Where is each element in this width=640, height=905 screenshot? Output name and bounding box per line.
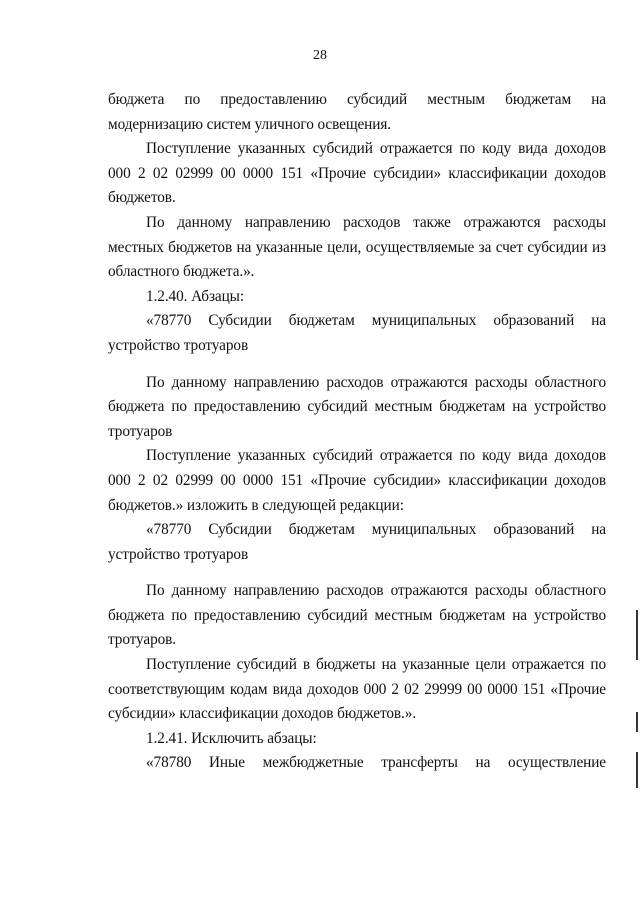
scan-edge-mark [636, 752, 638, 788]
paragraph-12: «78780 Иные межбюджетные трансферты на осуществление [146, 754, 606, 772]
paragraph-1: бюджета по предоставлению субсидий местным бюджетам на модернизацию систем уличного освещения. [108, 91, 606, 133]
paragraph-4: 1.2.40. Абзацы: [146, 287, 244, 305]
paragraph-8: «78770 Субсидии бюджетам муниципальных образований на устройство тротуаров [108, 521, 606, 563]
paragraph-9: По данному направлению расходов отражаются расходы областного бюджета по предоставлению субсидий местным бюджетам на устройство тротуаров. [108, 582, 606, 649]
paragraph-6: По данному направлению расходов отражаются расходы областного бюджета по предоставлению субсидий местным бюджетам на устройство тротуаров [108, 373, 606, 440]
paragraph-10: Поступление субсидий в бюджеты на указанные цели отражается по соответствующим кодам вида доходов 000 2 02 29999 00 0000 151 «Прочие субсидии» классификации доходов бюджетов.». [108, 656, 606, 723]
scan-edge-mark [636, 610, 638, 660]
paragraph-11: 1.2.41. Исключить абзацы: [146, 729, 317, 747]
scan-edge-mark [636, 712, 638, 732]
document-body [108, 88, 606, 776]
paragraph-2: Поступление указанных субсидий отражается по коду вида доходов 000 2 02 02999 00 0000 151 «Прочие субсидии» классификации доходов бюджетов. [108, 140, 606, 207]
paragraph-3: По данному направлению расходов также отражаются расходы местных бюджетов на указанные цели, осуществляемые за счет субсидии из областного бюджета.». [108, 213, 606, 281]
paragraph-7: Поступление указанных субсидий отражается по коду вида доходов 000 2 02 02999 00 0000 151 «Прочие субсидии» классификации доходов бюджетов.» изложить в следующей редакции: [108, 447, 606, 514]
page-number: 28 [313, 48, 327, 63]
paragraph-5: «78770 Субсидии бюджетам муниципальных образований на устройство тротуаров [108, 312, 606, 354]
